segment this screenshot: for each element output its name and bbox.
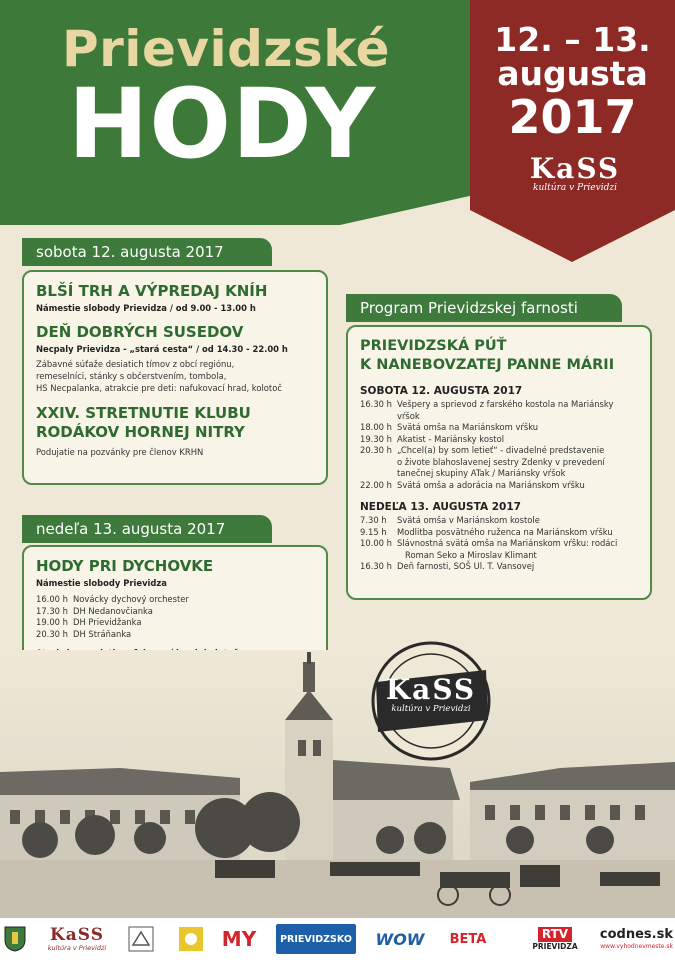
- event-desc: Podujatie na pozvánky pre členov KRHN: [36, 447, 204, 457]
- list-item: 19.00 h DH Prievidžanka: [36, 617, 142, 627]
- tab-parish: Program Prievidzskej farnosti: [346, 294, 622, 322]
- tab-saturday: sobota 12. augusta 2017: [22, 238, 272, 266]
- event-title: HODY PRI DYCHOVKE: [36, 557, 214, 575]
- event-title: BLŠÍ TRH A VÝPREDAJ KNÍH: [36, 282, 268, 300]
- tab-sunday: nedeľa 13. augusta 2017: [22, 515, 272, 543]
- list-item: 18.00 h Svätá omša na Mariánskom vŕšku: [360, 422, 539, 432]
- list-item: 16.30 h Deň farnosti, SOŠ Ul. T. Vansovej: [360, 561, 535, 571]
- prievidzsko-logo: PRIEVIDZSKO: [276, 924, 356, 954]
- rtv-logo: RTV PRIEVIDZA: [532, 926, 578, 951]
- event-title: DEŇ DOBRÝCH SUSEDOV: [36, 323, 244, 341]
- list-item: 10.00 h Slávnostná svätá omša na Mariánskom vŕšku: rodáci Roman Seko a Miroslav Klimant: [360, 538, 618, 560]
- beta-logo: BETA: [449, 931, 487, 947]
- list-item: 16.30 h Vešpery a sprievod z farského kostola na Mariánsky vŕšok: [360, 399, 614, 421]
- parish-panel: [346, 325, 652, 600]
- parish-day-2: NEDEĽA 13. AUGUSTA 2017: [360, 501, 521, 513]
- event-title: XXIV. STRETNUTIE KLUBU: [36, 404, 251, 422]
- kass-logo-banner: [520, 152, 630, 193]
- event-desc: HS Necpalanka, atrakcie pre deti: nafukovací hrad, kolotoč: [36, 383, 282, 393]
- list-item: 20.30 h DH Stráňanka: [36, 628, 132, 639]
- list-item: 17.30 h DH Nedanovčianka: [36, 605, 153, 616]
- kass-logo: KaSS kultúra v Prievidzi: [47, 924, 107, 952]
- event-title: RODÁKOV HORNEJ NITRY: [36, 423, 245, 441]
- title-line-2: HODY: [68, 68, 377, 180]
- list-item: 16.00 h Novácky dychový orchester: [36, 594, 189, 604]
- event-place: Námestie slobody Prievidza / od 9.00 - 13.00 h: [36, 303, 256, 313]
- saturday-panel: [22, 270, 328, 485]
- list-item: 22.00 h Svätá omša a adorácia na Mariánskom vŕšku: [360, 479, 585, 490]
- kass-logo-sub: kultúra v Prievidzi: [533, 183, 617, 193]
- parish-day-1: SOBOTA 12. AUGUSTA 2017: [360, 385, 523, 397]
- prievidza-crest-icon: [4, 926, 26, 952]
- date-line-2: augusta: [497, 54, 648, 93]
- parish-title-1: PRIEVIDZSKÁ PÚŤ: [360, 338, 507, 354]
- my-logo: MY: [221, 927, 257, 951]
- list-item: 20.30 h „Chcel(a) by som letieť“ - divadelné predstavenie o živote blahoslavenej sestry Zdenky v prevedení tanečnej skupiny ATak / Mariánsky vŕšok: [360, 445, 605, 478]
- date-year: 2017: [508, 90, 637, 144]
- sponsors-footer: [0, 918, 675, 960]
- date-line-1: 12. – 13.: [494, 20, 651, 59]
- list-item: 7.30 h Svätá omša v Mariánskom kostole: [360, 515, 540, 525]
- stamp-sub: kultúra v Prievidzi: [391, 704, 471, 714]
- event-place: Námestie slobody Prievidza: [36, 578, 167, 588]
- town-square-photo: [0, 650, 675, 918]
- codnes-logo: codnes.sk www.vyhodnevmeste.sk: [599, 927, 673, 950]
- partner-yellow-icon: [178, 926, 204, 952]
- event-desc: Zábavné súťaže desiatich tímov z obcí regiónu,: [36, 359, 235, 369]
- event-desc: remeselníci, stánky s občerstvením, tombola,: [36, 371, 227, 381]
- list-item: 9.15 h Modlitba posvätného ruženca na Mariánskom vŕšku: [360, 526, 613, 537]
- sunday-schedule: [36, 594, 314, 640]
- wow-logo: WOW: [375, 929, 425, 949]
- partner-emblem-icon: [128, 926, 154, 952]
- title-line-1: Prievidzské: [62, 20, 391, 78]
- stamp-text: [372, 673, 490, 714]
- event-place: Necpaly Prievidza - „stará cesta“ / od 14.30 - 22.00 h: [36, 344, 288, 354]
- stamp-main: KaSS: [385, 673, 477, 706]
- list-item: 19.30 h Akatist - Mariánsky kostol: [360, 433, 505, 444]
- kass-logo-text: KaSS: [529, 152, 621, 185]
- parish-title-2: K NANEBOVZATEJ PANNE MÁRII: [360, 357, 615, 373]
